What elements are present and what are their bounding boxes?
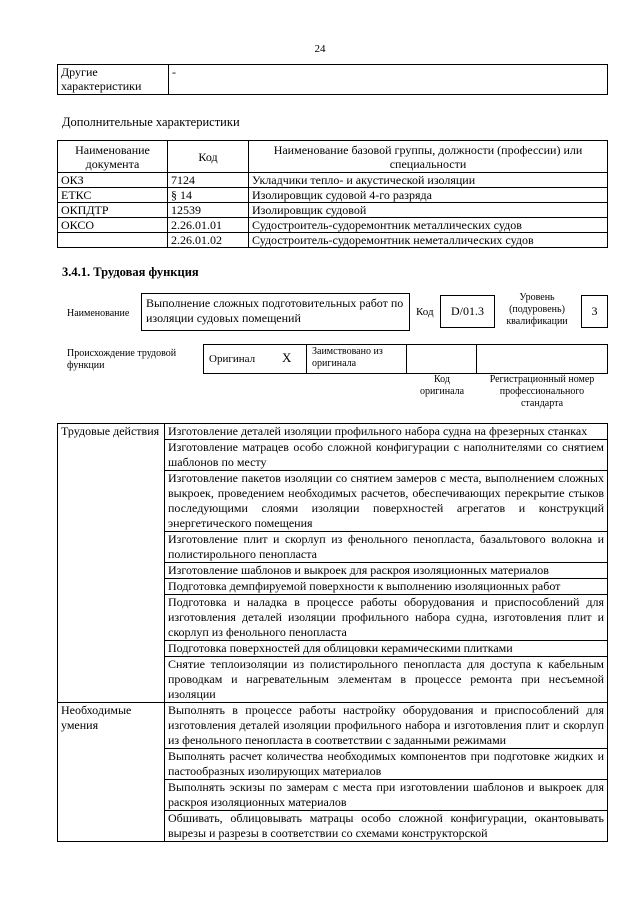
additional-characteristics-table [57,140,608,248]
table-row [58,218,608,233]
table-row [58,203,608,218]
header-group: Наименование базовой группы, должности (профессии) или специальности [249,141,608,173]
additional-characteristics-title: Дополнительные характеристики [62,115,240,129]
row-group: Судостроитель-судоремонтник металлических судов [249,218,608,233]
labor-action-item: Изготовление матрацев особо сложной конфигурации с наполнителями со снятием шаблонов по месту [165,440,608,471]
row-group: Укладчики тепло- и акустической изоляции [249,173,608,188]
labor-function-title: 3.4.1. Трудовая функция [62,265,199,279]
function-name-box [141,293,410,331]
divider [476,344,477,374]
row-document: ОКСО [58,218,168,233]
row-code: § 14 [168,188,249,203]
level-value: 3 [591,304,598,318]
labor-action-item: Изготовление пакетов изоляции со снятием замеров с места, выполнением сложных выкроек, проведением необходимых расчетов, обеспечивающих перекрытие стыков последующими слоями изоляции поверхностей агрегатов и конструкций энергетического помещения [165,471,608,532]
table-row [58,188,608,203]
row-code: 12539 [168,203,249,218]
row-document: ОКЗ [58,173,168,188]
row-group: Судостроитель-судоремонтник неметаллических судов [249,233,608,248]
header-code: Код [168,141,249,173]
function-code-value: D/01.3 [451,304,484,318]
skill-item: Обшивать, облицовывать матрацы особо сложной конфигурации, окантовывать вырезы и разрезы в соответствии со схемами конструкторской [165,811,608,842]
skill-item: Выполнять в процессе работы настройку оборудования и приспособлений для изготовления деталей изоляции профильного набора и изготовления плит и скорлуп из фенольного пенопласта в соответствии с заданными режимами [165,703,608,749]
other-characteristics-value: - [169,65,608,95]
row-code: 2.26.01.01 [168,218,249,233]
skill-item: Выполнять расчет количества необходимых компонентов при подготовке жидких и пастообразных изолирующих материалов [165,749,608,780]
divider [406,344,407,374]
labor-actions-table [57,423,608,842]
row-document: ЕТКС [58,188,168,203]
table-row [58,703,608,749]
other-characteristics-table [57,64,608,95]
skill-item: Выполнять эскизы по замерам с места при изготовлении шаблонов и выкроек для раскроя изоляционных материалов [165,780,608,811]
origin-label: Происхождение трудовой функции [67,348,177,371]
table-row [58,173,608,188]
divider [306,344,307,374]
row-group: Изолировщик судовой [249,203,608,218]
original-mark: X [282,350,292,365]
function-name-value: Выполнение сложных подготовительных работ по изоляции судовых помещений [146,296,404,325]
labor-action-item: Изготовление шаблонов и выкроек для раскроя изоляционных материалов [165,563,608,579]
level-label: Уровень (подуровень) квалификации [506,292,568,327]
row-code: 2.26.01.02 [168,233,249,248]
labor-action-item: Подготовка демпфируемой поверхности к выполнению изоляционных работ [165,579,608,595]
table-row [58,424,608,440]
level-box [581,295,608,328]
row-code: 7124 [168,173,249,188]
row-document: ОКПДТР [58,203,168,218]
labor-action-item: Подготовка и наладка в процессе работы оборудования и приспособлений для изготовления деталей изоляции профильного набора судна, изготовления плит и скорлуп из фенольного пенопласта [165,595,608,641]
reg-number-label: Регистрационный номер профессионального стандарта [489,374,595,409]
function-code-box [440,295,495,328]
code-label: Код [416,306,434,318]
name-label: Наименование [67,308,130,319]
labor-action-item: Снятие теплоизоляции из полистирольного пенопласта для доступа к кабельным проводкам и нагревательным элементам в процессе ремонта при несъемной изоляции [165,657,608,703]
page-number: 24 [314,43,326,55]
origin-code-label: Код оригинала [419,374,465,397]
labor-action-label: Трудовые действия [58,424,165,703]
skill-label: Необходимые умения [58,703,165,842]
labor-action-item: Подготовка поверхностей для облицовки керамическими плитками [165,641,608,657]
labor-action-item: Изготовление плит и скорлуп из фенольного пенопласта, базальтового волокна и полистирольного пенопласта [165,532,608,563]
table-row [58,233,608,248]
row-group: Изолировщик судовой 4-го разряда [249,188,608,203]
labor-action-item: Изготовление деталей изоляции профильного набора судна на фрезерных станках [165,424,608,440]
row-document [58,233,168,248]
header-document: Наименование документа [58,141,168,173]
borrowed-label: Заимствовано из оригинала [312,346,383,369]
other-characteristics-label: Другие характеристики [58,65,169,95]
original-label: Оригинал [209,353,256,365]
